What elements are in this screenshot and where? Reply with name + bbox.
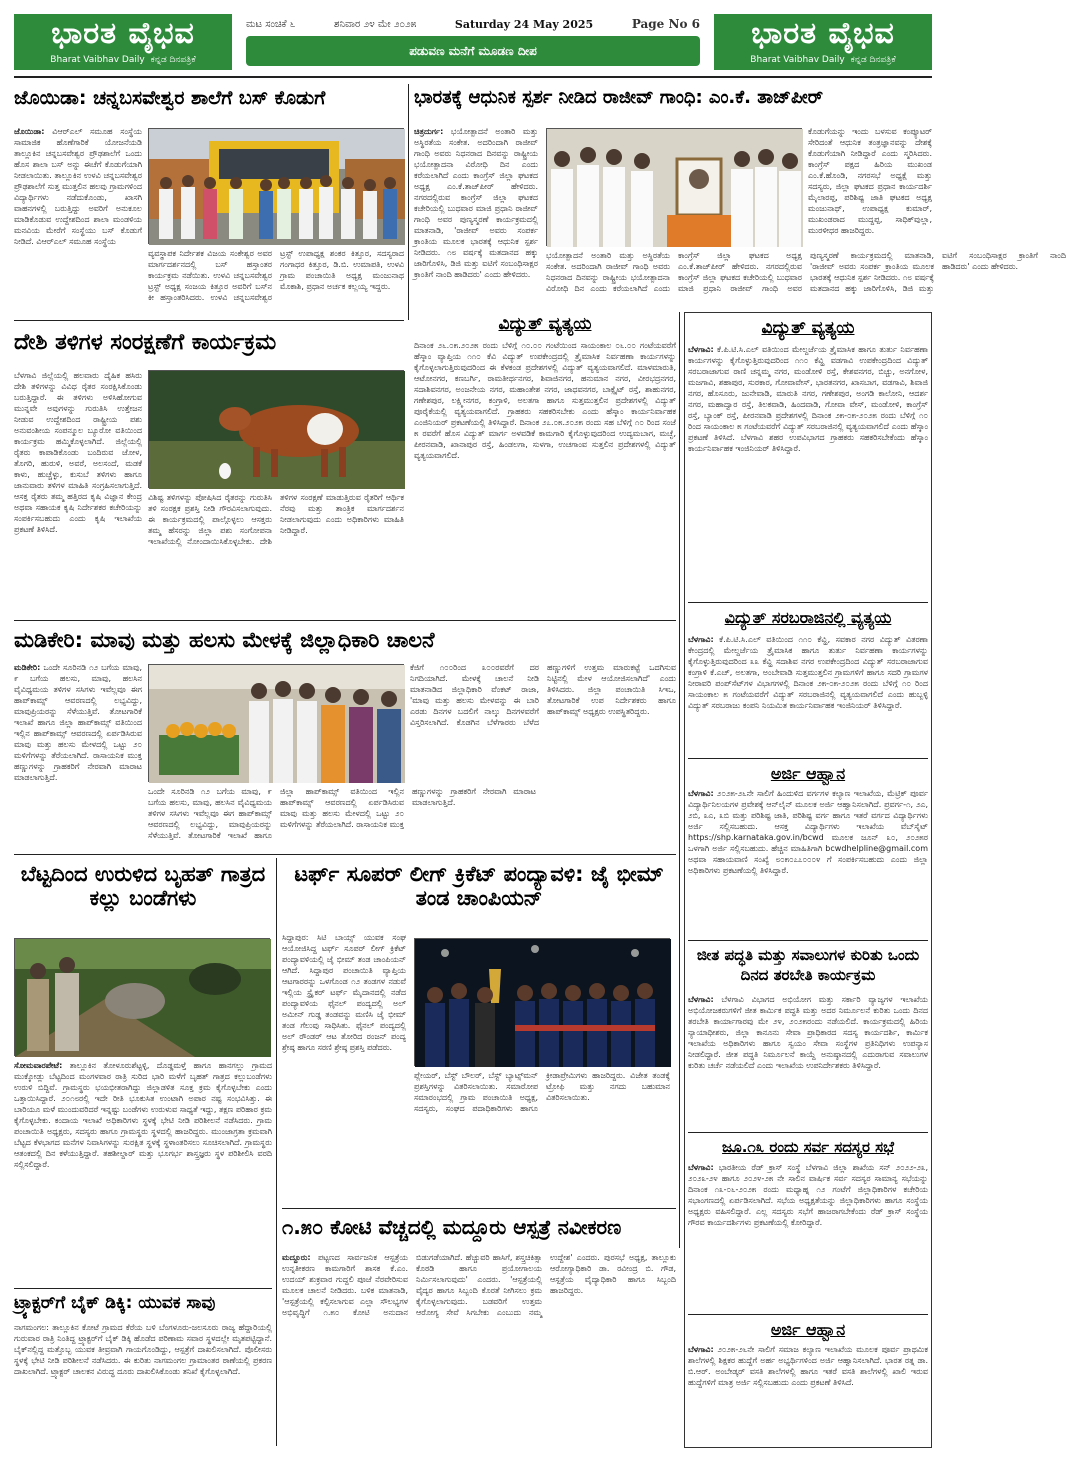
article-text-continued: ವಿಶಿಷ್ಟ ತಳಿಗಳನ್ನು ಪೋಷಿಸಿದ ರೈತರನ್ನು ಗುರುತಿಸಿ ತಳಿ ಸಂರಕ್ಷಕ ಪ್ರಶಸ್ತಿ ನೀಡಿ ಗೌರವಿಸಲಾಗುವುದು. ಈ ಕಾರ್ಯಕ್ರಮದಲ್ಲಿ ಪಾಲ್ಗೊಳ್ಳಲು ಆಸಕ್ತರು ತಮ್ಮ ಹೆಸರನ್ನು ಜಿಲ್ಲಾ ಪಶು ಸಂಗೋಪನಾ ಇಲಾಖೆಯಲ್ಲಿ ನೋಂದಾಯಿಸಿಕೊಳ್ಳಬೇಕು. ದೇಶಿ ತಳಿಗಳ ಸಂರಕ್ಷಣೆ ಮಾಡುತ್ತಿರುವ ರೈತರಿಗೆ ಆರ್ಥಿಕ ನೆರವು ಮತ್ತು ತಾಂತ್ರಿಕ ಮಾರ್ಗದರ್ಶನ ನೀಡಲಾಗುವುದು ಎಂದು ಅಧಿಕಾರಿಗಳು ಮಾಹಿತಿ ನೀಡಿದ್ದಾರೆ. xyxy=(148,493,404,546)
notice-divider xyxy=(688,940,928,941)
photo-bus-handover xyxy=(148,128,404,244)
cow-photo-illustration xyxy=(149,371,405,489)
notice-text: ಬೆಳಗಾವಿ: ೨೦೨೫-೨೬ನೇ ಸಾಲಿಗೆ ಸಮಾಜ ಕಲ್ಯಾಣ ಇಲಾಖೆಯ ಮೂಲಕ ಪೂರ್ವ ಪ್ರಾಥಮಿಕ ಶಾಲೆಗಳಲ್ಲಿ ಶಿಕ್ಷಕರ ಹುದ್ದೆಗೆ ಅರ್ಹ ಅಭ್ಯರ್ಥಿಗಳಿಂದ ಅರ್ಜಿ ಆಹ್ವಾನಿಸಲಾಗಿದೆ. ಭಾರತ ರತ್ನ ಡಾ. ಬಿ.ಆರ್. ಅಂಬೇಡ್ಕರ್ ವಸತಿ ಶಾಲೆಗಳಲ್ಲಿ ಹಾಗೂ ಇತರೆ ವಸತಿ ಶಾಲೆಗಳಲ್ಲಿ ಖಾಲಿ ಇರುವ ಹುದ್ದೆಗಳಿಗೆ ಮಾತ್ರ ಅರ್ಜಿ ಸಲ್ಲಿಸಬಹುದು ಎಂದು ಪ್ರಕಟಣೆ ತಿಳಿಸಿದೆ. xyxy=(688,1345,928,1387)
kannada-date: ಶನಿವಾರ ೨೪ ಮೇ ೨೦೨೫ xyxy=(334,18,417,30)
headline: ಮಡಿಕೇರಿ: ಮಾವು ಮತ್ತು ಹಲಸು ಮೇಳಕ್ಕೆ ಜಿಲ್ಲಾಧಿಕಾರಿ ಚಾಲನೆ xyxy=(14,628,435,652)
article-rajiv-gandhi xyxy=(414,84,1066,306)
masthead-divider xyxy=(14,76,932,78)
row-divider xyxy=(282,1208,676,1209)
notice-training xyxy=(688,944,928,1130)
row-divider xyxy=(14,854,676,855)
issue-date: Saturday 24 May 2025 xyxy=(454,17,594,31)
logo-title: ಭಾರತ ವೈಭವ xyxy=(751,16,895,51)
notice-application-2 xyxy=(688,1318,928,1444)
article-text: ಚಿತ್ರದುರ್ಗ: ಭಯೋತ್ಪಾದನೆ ಅಂತಾರಿ ಮತ್ತು ಅಸ್ಥಿರತೆಯ ಸಂಕೇತ. ಅದರಿಂದಾಗಿ ರಾಜೀವ್ ಗಾಂಧಿ ಅವರು ನಿಧನರಾದ ದಿನವನ್ನು ರಾಷ್ಟ್ರೀಯ ಭಯೋತ್ಪಾದನಾ ವಿರೋಧಿ ದಿನ ಎಂದು ಕರೆಯಲಾಗಿದೆ ಎಂದು ಕಾಂಗ್ರೆಸ್ ಜಿಲ್ಲಾ ಘಟಕದ ಅಧ್ಯಕ್ಷ ಎಂ.ಕೆ.ತಾಜ್‌ಪೀರ್ ಹೇಳಿದರು. ನಗರದಲ್ಲಿರುವ ಕಾಂಗ್ರೆಸ್ ಜಿಲ್ಲಾ ಘಟಕದ ಕಚೇರಿಯಲ್ಲಿ ಬುಧವಾರ ಮಾಜಿ ಪ್ರಧಾನಿ ರಾಜೀವ್ ಗಾಂಧಿ ಅವರ ಪುಣ್ಯಸ್ಮರಣೆ ಕಾರ್ಯಕ್ರಮದಲ್ಲಿ ಮಾತನಾಡಿ, 'ರಾಜೀವ್ ಅವರು ಸಂಪರ್ಕ ಕ್ರಾಂತಿಯ ಮೂಲಕ ಭಾರತಕ್ಕೆ ಆಧುನಿಕ ಸ್ಪರ್ಶ ನೀಡಿದರು. ೧೮ ವರ್ಷಕ್ಕೆ ಮತದಾನದ ಹಕ್ಕು ಜಾರಿಗೊಳಿಸಿ, ಡಿಜಿ ಮತ್ತು ಐಟಿಗೆ ಸಂಬಂಧಿಸಾಕ್ಷರ ಕ್ರಾಂತಿಗೆ ನಾಂದಿ ಹಾಡಿದರು' ಎಂದು ಹೇಳಿದರು. xyxy=(414,127,538,279)
photo-mango-fair xyxy=(148,664,404,782)
dateline: ಮಡಿಕೇರಿ: xyxy=(14,663,41,672)
masthead-logo-left xyxy=(14,14,232,70)
article-bus-donation xyxy=(14,84,404,316)
issue-info-bar xyxy=(246,15,700,33)
notice-text: ಬೆಳಗಾವಿ: ಭಾರತೀಯ ರೆಡ್ ಕ್ರಾಸ್ ಸಂಸ್ಥೆ ಬೆಳಗಾವಿ ಜಿಲ್ಲಾ ಶಾಖೆಯ ಸನ್ ೨೦೨೨-೨೩, ೨೦೨೩-೨೪ ಹಾಗೂ ೨೦೨೪-೨೫ ನೇ ಸಾಲಿನ ವಾರ್ಷಿಕ ಸರ್ವ ಸದಸ್ಯರ ಸಾಮಾನ್ಯ ಸಭೆಯನ್ನು ದಿನಾಂಕ ೧೩-೦೬-೨೦೨೫ ರಂದು ಮಧ್ಯಾಹ್ನ ೧೨ ಗಂಟೆಗೆ ಜಿಲ್ಲಾಧಿಕಾರಿಗಳ ಕಚೇರಿಯ ಸಭಾಂಗಣದಲ್ಲಿ ಏರ್ಪಡಿಸಲಾಗಿದೆ. ಸಭೆಯ ಅಧ್ಯಕ್ಷತೆಯನ್ನು ಜಿಲ್ಲಾಧಿಕಾರಿಗಳು ಹಾಗೂ ಸಂಸ್ಥೆಯ ಅಧ್ಯಕ್ಷರು ವಹಿಸಲಿದ್ದಾರೆ. ಎಲ್ಲ ಸದಸ್ಯರು ಸಭೆಗೆ ಹಾಜರಾಗಬೇಕೆಂದು ರೆಡ್ ಕ್ರಾಸ್ ಸಂಸ್ಥೆಯ ಗೌರವ ಕಾರ್ಯದರ್ಶಿಗಳು ಪ್ರಕಟಣೆಯಲ್ಲಿ ಕೋರಿದ್ದಾರೆ. xyxy=(688,1163,928,1227)
logo-subtitle: ಕನ್ನಡ ದಿನಪತ್ರಿಕೆ xyxy=(150,55,196,65)
notice-text: ಬೆಳಗಾವಿ: ಬೆಳಗಾವಿ ವಿಭಾಗದ ಅಭಿಯೋಗ ಮತ್ತು ಸರ್ಕಾರಿ ವ್ಯಾಜ್ಯಗಳ ಇಲಾಖೆಯ ಅಭಿಯೋಜಕರುಗಳಿಗೆ ಜೀತ ಕಾರ್ಮಿಕ ಪದ್ಧತಿ ಮತ್ತು ಅದರ ನಿರ್ಮೂಲನೆ ಕುರಿತು ಒಂದು ದಿನದ ತರಬೇತಿ ಕಾರ್ಯಾಗಾರವು ಮೇ ೨೪, ೨೦೨೫ರಂದು ನಡೆಯಲಿದೆ. ಕಾರ್ಯಕ್ರಮದಲ್ಲಿ ಹಿರಿಯ ನ್ಯಾಯಾಧೀಶರು, ಜಿಲ್ಲಾ ಕಾನೂನು ಸೇವಾ ಪ್ರಾಧಿಕಾರದ ಸದಸ್ಯ ಕಾರ್ಯದರ್ಶಿ, ಕಾರ್ಮಿಕ ಇಲಾಖೆಯ ಅಧಿಕಾರಿಗಳು ಹಾಗೂ ಸ್ವಯಂ ಸೇವಾ ಸಂಸ್ಥೆಗಳ ಪ್ರತಿನಿಧಿಗಳು ಉಪನ್ಯಾಸ ನೀಡಲಿದ್ದಾರೆ. ಜೀತ ಪದ್ಧತಿ ನಿರ್ಮೂಲನೆ ಕಾಯ್ದೆ ಅನುಷ್ಠಾನದಲ್ಲಿ ಎದುರಾಗುವ ಸವಾಲುಗಳ ಕುರಿತು ಚರ್ಚೆ ನಡೆಯಲಿದೆ ಎಂದು ಇಲಾಖೆಯ ಉಪನಿರ್ದೇಶಕರು ತಿಳಿಸಿದ್ದಾರೆ. xyxy=(688,995,928,1070)
article-text-right: ಕೊಡುಗೆಯನ್ನು ಇಂದು ಬಳಸುವ ಕಂಪ್ಯೂಟರ್ ಸೇರಿದಂತೆ ಆಧುನಿಕ ತಂತ್ರಜ್ಞಾನವನ್ನು ದೇಶಕ್ಕೆ ಕೊಡುಗೆಯಾಗಿ ನೀಡಿದ್ದಾರೆ ಎಂದು ಸ್ಮರಿಸಿದರು. ಕಾಂಗ್ರೆಸ್ ಪಕ್ಷದ ಹಿರಿಯ ಮುಖಂಡ ಎಂ.ಕೆ.ಹೊಂಡಿ, ನಗರಸಭೆ ಅಧ್ಯಕ್ಷೆ ಮತ್ತು ಸದಸ್ಯರು, ಜಿಲ್ಲಾ ಘಟಕದ ಪ್ರಧಾನ ಕಾರ್ಯದರ್ಶಿ ಮೈಲಾರಪ್ಪ, ಪರಿಶಿಷ್ಟ ಜಾತಿ ಘಟಕದ ಅಧ್ಯಕ್ಷ ಮಂಜುನಾಥ್, ಉಪಾಧ್ಯಕ್ಷ ಕುಮಾರ್, ಮುಖಂಡರಾದ ಮುದ್ದಪ್ಪ, ಸಾಧಿಕ್‌ವುಲ್ಲಾ, ಮುರಳೀಧರ ಹಾಜರಿದ್ದರು. xyxy=(808,127,932,235)
photo-boulder xyxy=(14,938,270,1056)
headline: ಬೆಟ್ಟದಿಂದ ಉರುಳಿದ ಬೃಹತ್ ಗಾತ್ರದ ಕಲ್ಲು ಬಂಡೆಗಳು xyxy=(20,862,266,911)
notice-divider xyxy=(688,602,928,603)
article-text-continued: ಒಂದೇ ಸೂರಿನಡಿ ೧೨ ಬಗೆಯ ಮಾವು, ೯ ಬಗೆಯ ಹಲಸು, ಮಾವು, ಹಲಸಿನ ವೈವಿಧ್ಯಮಯ ತಳಿಗಳ ಸಸಿಗಳು ಇವೆಲ್ಲವೂ ಈಗ ಹಾಪ್‌ಕಾಮ್ಸ್ ಆವರಣದಲ್ಲಿ ಲಭ್ಯವಿದ್ದು, ಮಾವುಪ್ರಿಯರನ್ನು ಸೆಳೆಯುತ್ತಿವೆ. ತೋಟಗಾರಿಕೆ ಇಲಾಖೆ ಹಾಗೂ ಜಿಲ್ಲಾ ಹಾಪ್‌ಕಾಮ್ಸ್ ವತಿಯಿಂದ ಇಲ್ಲಿನ ಹಾಪ್‌ಕಾಮ್ಸ್ ಆವರಣದಲ್ಲಿ ಏರ್ಪಡಿಸಿರುವ ಮಾವು ಮತ್ತು ಹಲಸು ಮೇಳದಲ್ಲಿ ಒಟ್ಟು ೨೦ ಮಳಿಗೆಗಳನ್ನು ತೆರೆಯಲಾಗಿದೆ. ರಾಸಾಯನಿಕ ಮುಕ್ತ ಹಣ್ಣುಗಳನ್ನು ಗ್ರಾಹಕರಿಗೆ ನೇರವಾಗಿ ಮಾರಾಟ ಮಾಡಲಾಗುತ್ತಿದೆ. xyxy=(148,787,536,840)
headline: ದೇಶಿ ತಳಿಗಳ ಸಂರಕ್ಷಣೆಗೆ ಕಾರ್ಯಕ್ರಮ xyxy=(14,330,277,355)
notice-divider xyxy=(688,758,928,759)
article-turf-cricket xyxy=(282,858,676,1204)
tagline-banner: ಪಡುವಣ ಮನೆಗೆ ಮೂಡಣ ದೀಪ xyxy=(246,36,700,66)
notice-text: ಬೆಳಗಾವಿ: ೨೦೨೫-೨೬ನೇ ಸಾಲಿಗೆ ಹಿಂದುಳಿದ ವರ್ಗಗಳ ಕಲ್ಯಾಣ ಇಲಾಖೆಯ, ಮೆಟ್ರಿಕ್ ಪೂರ್ವ ವಿದ್ಯಾರ್ಥಿನಿಲಯಗಳ ಪ್ರವೇಶಕ್ಕೆ ಆನ್‌ಲೈನ್ ಮೂಲಕ ಅರ್ಜಿ ಆಹ್ವಾನಿಸಲಾಗಿದೆ. ಪ್ರವರ್ಗ-೧, ೨ಎ, ೨ಬಿ, ೩ಎ, ೩ಬಿ ಮತ್ತು ಪರಿಶಿಷ್ಟ ಜಾತಿ, ಪರಿಶಿಷ್ಟ ವರ್ಗ ಹಾಗೂ ಇತರೆ ವರ್ಗದ ವಿದ್ಯಾರ್ಥಿಗಳು ಅರ್ಜಿ ಸಲ್ಲಿಸಬಹುದು. ಆಸಕ್ತ ವಿದ್ಯಾರ್ಥಿಗಳು ಇಲಾಖೆಯ ವೆಬ್‌ಸೈಟ್ https://shp.karnataka.gov.in/bcwd ಮೂಲಕ ಜೂನ್ ೩೦, ೨೦೨೫ರ ಒಳಗಾಗಿ ಅರ್ಜಿ ಸಲ್ಲಿಸಬಹುದು. ಹೆಚ್ಚಿನ ಮಾಹಿತಿಗಾಗಿ bcwdhelpline@gmail.com ಅಥವಾ ಸಹಾಯವಾಣಿ ಸಂಖ್ಯೆ ೮೦೫೦೭೭೦೦೦೪ ಗೆ ಸಂಪರ್ಕಿಸಬಹುದು ಎಂದು ಜಿಲ್ಲಾ ಅಧಿಕಾರಿಗಳು ಪ್ರಕಟಣೆಯಲ್ಲಿ ತಿಳಿಸಿದ್ದಾರೆ. xyxy=(688,789,928,875)
logo-title: ಭಾರತ ವೈಭವ xyxy=(51,16,195,51)
headline: ಭಾರತಕ್ಕೆ ಆಧುನಿಕ ಸ್ಪರ್ಶ ನೀಡಿದ ರಾಜೀವ್ ಗಾಂಧಿ: ಎಂ.ಕೆ. ತಾಜ್‌ಪೀರ್ xyxy=(414,87,824,108)
headline: ಜೂ.೧೩ ರಂದು ಸರ್ವ ಸದಸ್ಯರ ಸಭೆ xyxy=(722,1138,894,1156)
headline: ಅರ್ಜಿ ಆಹ್ವಾನ xyxy=(770,1320,846,1339)
row-divider xyxy=(14,620,676,621)
tribute-photo-illustration xyxy=(547,129,803,247)
article-text-continued: ಪ್ಲೇಯರ್, ಬೆಸ್ಟ್ ಬೌಲರ್, ಬೆಸ್ಟ್ ಬ್ಯಾಟ್ಸ್‌ಮನ್ ಪ್ರಶಸ್ತಿಗಳನ್ನು ವಿತರಿಸಲಾಯಿತು. ಸಮಾರೋಪ ಸಮಾರಂಭದಲ್ಲಿ ಗ್ರಾಮ ಪಂಚಾಯಿತಿ ಅಧ್ಯಕ್ಷ, ಸದಸ್ಯರು, ಸಂಘದ ಪದಾಧಿಕಾರಿಗಳು ಹಾಗೂ ಕ್ರೀಡಾಪ್ರೇಮಿಗಳು ಹಾಜರಿದ್ದರು. ವಿಜೇತ ತಂಡಕ್ಕೆ ಟ್ರೋಫಿ ಮತ್ತು ನಗದು ಬಹುಮಾನ ವಿತರಿಸಲಾಯಿತು. xyxy=(414,1071,670,1113)
team-photo-illustration xyxy=(415,939,671,1067)
headline: ೧.೫೦ ಕೋಟಿ ವೆಚ್ಚದಲ್ಲಿ ಮದ್ದೂರು ಆಸ್ಪತ್ರೆ ನವೀಕರಣ xyxy=(282,1215,622,1239)
notice-divider xyxy=(688,1132,928,1133)
dateline: ಬೆಳಗಾವಿ: xyxy=(688,1345,714,1354)
article-text: ಜೊಯಿಡಾ: ವಿಆರ್‌ಎಲ್ ಸಮೂಹ ಸಂಸ್ಥೆಯ ಸಾಮಾಜಿಕ ಹೊಣೆಗಾರಿಕೆ ಯೋಜನೆಯಡಿ ತಾಲ್ಲೂಕಿನ ಚನ್ನಬಸವೇಶ್ವರ ಪ್ರೌಢಶಾಲೆಗೆ ಒಂದು ಹೊಸ ಶಾಲಾ ಬಸ್ ಅನ್ನು ಈಚೆಗೆ ಕೊಡುಗೆಯಾಗಿ ನೀಡಲಾಯಿತು. ತಾಲ್ಲೂಕಿನ ಉಳವಿ ಚನ್ನಬಸವೇಶ್ವರ ಪ್ರೌಢಶಾಲೆಗೆ ಸುತ್ತ ಮುತ್ತಲಿನ ಹಲವು ಗ್ರಾಮಗಳಿಂದ ವಿದ್ಯಾರ್ಥಿಗಳು ನಡೆದುಕೊಂಡು, ಖಾಸಗಿ ವಾಹನಗಳಲ್ಲಿ ಬರುತ್ತಿದ್ದು ಅವರಿಗೆ ಅನುಕೂಲ ಮಾಡಿಕೊಡುವ ಉದ್ದೇಶದಿಂದ ಶಾಲಾ ಮಂಡಳಿಯ ಮನವಿಯ ಮೇರೆಗೆ ಸಂಸ್ಥೆಯು ಬಸ್ ಕೊಡುಗೆ ನೀಡಿದೆ. ವಿಆರ್‌ಎಲ್ ಸಮೂಹ ಸಂಸ್ಥೆಯ xyxy=(14,127,142,246)
headline: ವಿದ್ಯುತ್ ಸರಬರಾಜಿನಲ್ಲಿ ವ್ಯತ್ಯಯ xyxy=(724,608,892,627)
article-text-right: ಕೆಜಿಗೆ ೧೦೦ರಿಂದ ೩೦೦ರವರೆಗೆ ದರ ನಿಗದಿಯಾಗಿದೆ. ಮೇಳಕ್ಕೆ ಚಾಲನೆ ನೀಡಿ ಮಾತನಾಡಿದ ಜಿಲ್ಲಾಧಿಕಾರಿ ವೆಂಕಟ್ ರಾಜಾ, 'ಮಾವು ಮತ್ತು ಹಲಸು ಮೇಳವನ್ನು ಈ ಬಾರಿ ಎರಡು ದಿನಗಳ ಬದಲಿಗೆ ನಾಲ್ಕು ದಿನಗಳವರೆಗೆ ವಿಸ್ತರಿಸಲಾಗಿದೆ. ಕೊಡಗಿನ ಬೆಳೆಗಾರರು ಬೆಳೆದ ಹಣ್ಣುಗಳಿಗೆ ಉತ್ತಮ ಮಾರುಕಟ್ಟೆ ಒದಗಿಸುವ ನಿಟ್ಟಿನಲ್ಲಿ ಮೇಳ ಆಯೋಜಿಸಲಾಗಿದೆ' ಎಂದು ತಿಳಿಸಿದರು. ಜಿಲ್ಲಾ ಪಂಚಾಯಿತಿ ಸಿಇಒ, ತೋಟಗಾರಿಕೆ ಉಪ ನಿರ್ದೇಶಕರು ಹಾಗೂ ಹಾಪ್‌ಕಾಮ್ಸ್ ಅಧ್ಯಕ್ಷರು ಉಪಸ್ಥಿತರಿದ್ದರು. xyxy=(410,663,676,727)
logo-english: Bharat Vaibhav Daily xyxy=(50,55,145,65)
headline: ಅರ್ಜಿ ಆಹ್ವಾನ xyxy=(770,764,846,783)
article-power-cut-center xyxy=(414,312,676,618)
headline: ವಿದ್ಯುತ್ ವ್ಯತ್ಯಯ xyxy=(498,314,592,334)
logo-english: Bharat Vaibhav Daily xyxy=(750,55,845,65)
article-text: ದಿನಾಂಕ ೨೬.೦೫.೨೦೨೫ ರಂದು ಬೆಳಿಗ್ಗೆ ೧೦.೦೦ ಗಂಟೆಯಿಂದ ಸಾಯಂಕಾಲ ೦೬.೦೦ ಗಂಟೆಯವರೆಗೆ ಹೆಸ್ಕಾಂ ವ್ಯಾಪ್ತಿಯ ೧೧೦ ಕೆವಿ ವಿದ್ಯುತ್ ಉಪಕೇಂದ್ರದಲ್ಲಿ ತ್ರೈಮಾಸಿಕ ನಿರ್ವಹಣಾ ಕಾರ್ಯಗಳನ್ನು ಕೈಗೊಳ್ಳಲಾಗುತ್ತಿರುವುದರಿಂದ ಈ ಕೆಳಕಂಡ ಪ್ರದೇಶಗಳಲ್ಲಿ ವಿದ್ಯುತ್ ವ್ಯತ್ಯಯವಾಗಲಿದೆ. ಮಾಳಮಾರುತಿ, ಆಟೋನಗರ, ಕಣಬರ್ಗಿ, ರಾಮತೀರ್ಥನಗರ, ಶಿವಾಜಿನಗರ, ಹನುಮಾನ ನಗರ, ವೀರಭದ್ರನಗರ, ಸದಾಶಿವನಗರ, ಅಂಜನೇಯ ನಗರ, ಮಹಾಂತೇಶ ನಗರ, ಜಾಧವನಗರ, ಬಾಕ್ಸೈಟ್ ರಸ್ತೆ, ಶಾಹುನಗರ, ಗಣೇಶಪುರ, ಲಕ್ಷ್ಮೀನಗರ, ಕಂಗ್ರಾಳಿ, ಅಲತಗಾ ಹಾಗೂ ಸುತ್ತಮುತ್ತಲಿನ ಪ್ರದೇಶಗಳಲ್ಲಿ ವಿದ್ಯುತ್ ಪೂರೈಕೆಯಲ್ಲಿ ವ್ಯತ್ಯಯವಾಗಲಿದೆ. ಗ್ರಾಹಕರು ಸಹಕರಿಸಬೇಕು ಎಂದು ಹೆಸ್ಕಾಂ ಕಾರ್ಯನಿರ್ವಾಹಕ ಎಂಜಿನಿಯರ್ ಪ್ರಕಟಣೆಯಲ್ಲಿ ತಿಳಿಸಿದ್ದಾರೆ. ದಿನಾಂಕ ೨೭.೦೫.೨೦೨೫ ರಂದು ಸಹ ಬೆಳಿಗ್ಗೆ ೧೦ ರಿಂದ ಸಂಜೆ ೫ ರವರೆಗೆ ಹೊಸ ವಿದ್ಯುತ್ ಮಾರ್ಗ ಅಳವಡಿಕೆ ಕಾಮಗಾರಿ ಕೈಗೊಳ್ಳುವುದರಿಂದ ಉದ್ಯಮಬಾಗ, ಮಚ್ಛೆ, ಪೀರನವಾಡಿ, ಖಾನಾಪುರ ರಸ್ತೆ, ಹಿಂಡಲಗಾ, ಸುಳಗಾ, ಉಚಗಾಂವ ಸುತ್ತಲಿನ ಪ್ರದೇಶಗಳಲ್ಲಿ ವಿದ್ಯುತ್ ವ್ಯತ್ಯಯವಾಗಲಿದೆ. xyxy=(414,341,676,460)
article-text: ಬೆಳಗಾವಿ ಜಿಲ್ಲೆಯಲ್ಲಿ ಹಲವಾರು ದೈಹಿಕ ಹಸಿರು ದೇಶಿ ತಳಿಗಳನ್ನು ವಿವಿಧ ರೈತರ ಸಂರಕ್ಷಿಸಿಕೊಂಡು ಬರುತ್ತಿದ್ದಾರೆ. ಈ ತಳಿಗಳು ಅಳಿಸಿಹೋಗುವ ಮುನ್ನವೇ ಅವುಗಳನ್ನು ಗುರುತಿಸಿ ಉತ್ತೇಜನ ನೀಡುವ ಉದ್ದೇಶದಿಂದ ರಾಷ್ಟ್ರೀಯ ಪಶು ಅನುವಂಶೀಯ ಸಂಪನ್ಮೂಲ ಬ್ಯೂರೋ ವತಿಯಿಂದ ಕಾರ್ಯಕ್ರಮ ಹಮ್ಮಿಕೊಳ್ಳಲಾಗಿದೆ. ಜಿಲ್ಲೆಯಲ್ಲಿ ರೈತರು ಕಾಪಾಡಿಕೊಂಡು ಬಂದಿರುವ ಜೋಳ, ತೊಗರಿ, ಹುರುಳಿ, ಅವರೆ, ಅಲಸಂದೆ, ಮಡಕೆ ಕಾಳು, ಹುಚ್ಚೆಳ್ಳು, ಕುಸುಬೆ ತಳಿಗಳು ಹಾಗೂ ಜಾನುವಾರು ತಳಿಗಳ ಮಾಹಿತಿ ಸಂಗ್ರಹಿಸಲಾಗುತ್ತಿದೆ. ಆಸಕ್ತ ರೈತರು ತಮ್ಮ ಹತ್ತಿರದ ಕೃಷಿ ವಿಜ್ಞಾನ ಕೇಂದ್ರ ಅಥವಾ ಸಹಾಯಕ ಕೃಷಿ ನಿರ್ದೇಶಕರ ಕಚೇರಿಯನ್ನು ಸಂಪರ್ಕಿಸಬಹುದು ಎಂದು ಕೃಷಿ ಇಲಾಖೆಯ ಪ್ರಕಟಣೆ ತಿಳಿಸಿದೆ. xyxy=(14,371,142,534)
dateline: ಬೆಳಗಾವಿ: xyxy=(688,789,714,798)
dateline: ಬೆಳಗಾವಿ: xyxy=(688,995,714,1004)
headline: ಜೀತ ಪದ್ಧತಿ ಮತ್ತು ಸವಾಲುಗಳ ಕುರಿತು ಒಂದು ದಿನದ ತರಬೇತಿ ಕಾರ್ಯಕ್ರಮ xyxy=(696,946,920,984)
column-divider xyxy=(276,858,277,1446)
photo-cricket-team xyxy=(414,938,670,1066)
notice-power-supply xyxy=(688,606,928,756)
article-mango-fair xyxy=(14,624,676,852)
notice-divider xyxy=(688,1314,928,1315)
article-text-continued: ಭಯೋತ್ಪಾದನೆ ಅಂತಾರಿ ಮತ್ತು ಅಸ್ಥಿರತೆಯ ಸಂಕೇತ. ಅದರಿಂದಾಗಿ ರಾಜೀವ್ ಗಾಂಧಿ ಅವರು ನಿಧನರಾದ ದಿನವನ್ನು ರಾಷ್ಟ್ರೀಯ ಭಯೋತ್ಪಾದನಾ ವಿರೋಧಿ ದಿನ ಎಂದು ಕರೆಯಲಾಗಿದೆ ಎಂದು ಕಾಂಗ್ರೆಸ್ ಜಿಲ್ಲಾ ಘಟಕದ ಅಧ್ಯಕ್ಷ ಎಂ.ಕೆ.ತಾಜ್‌ಪೀರ್ ಹೇಳಿದರು. ನಗರದಲ್ಲಿರುವ ಕಾಂಗ್ರೆಸ್ ಜಿಲ್ಲಾ ಘಟಕದ ಕಚೇರಿಯಲ್ಲಿ ಬುಧವಾರ ಮಾಜಿ ಪ್ರಧಾನಿ ರಾಜೀವ್ ಗಾಂಧಿ ಅವರ ಪುಣ್ಯಸ್ಮರಣೆ ಕಾರ್ಯಕ್ರಮದಲ್ಲಿ ಮಾತನಾಡಿ, 'ರಾಜೀವ್ ಅವರು ಸಂಪರ್ಕ ಕ್ರಾಂತಿಯ ಮೂಲಕ ಭಾರತಕ್ಕೆ ಆಧುನಿಕ ಸ್ಪರ್ಶ ನೀಡಿದರು. ೧೮ ವರ್ಷಕ್ಕೆ ಮತದಾನದ ಹಕ್ಕು ಜಾರಿಗೊಳಿಸಿ, ಡಿಜಿ ಮತ್ತು ಐಟಿಗೆ ಸಂಬಂಧಿಸಾಕ್ಷರ ಕ್ರಾಂತಿಗೆ ನಾಂದಿ ಹಾಡಿದರು' ಎಂದು ಹೇಳಿದರು. xyxy=(546,251,1066,293)
notice-general-meeting xyxy=(688,1136,928,1312)
page-number: Page No 6 xyxy=(631,17,700,31)
dateline: ಬೆಳಗಾವಿ: xyxy=(688,1163,714,1172)
boulder-photo-illustration xyxy=(15,939,271,1057)
article-native-breeds xyxy=(14,326,408,618)
dateline: ಮದ್ದೂರು: xyxy=(282,1253,311,1262)
dateline: ಬೆಳಗಾವಿ: xyxy=(688,345,714,354)
bus-photo-illustration xyxy=(149,129,405,245)
photo-cow xyxy=(148,370,404,488)
notice-power-cut xyxy=(688,316,928,600)
article-text: ಮದ್ದೂರು: ಪಟ್ಟಣದ ಸಾರ್ವಜನಿಕ ಆಸ್ಪತ್ರೆಯ ಉನ್ನತೀಕರಣ ಕಾಮಗಾರಿಗೆ ಶಾಸಕ ಕೆ.ಎಂ. ಉದಯ್ ಶುಕ್ರವಾರ ಗುದ್ದಲಿ ಪೂಜೆ ನೆರವೇರಿಸುವ ಮೂಲಕ ಚಾಲನೆ ನೀಡಿದರು. ಬಳಿಕ ಮಾತನಾಡಿ, 'ಆಸ್ಪತ್ರೆಯಲ್ಲಿ ಕಲ್ಪಿಸಲಾಗುವ ಎಲ್ಲಾ ಸೌಲಭ್ಯಗಳ ಅಭಿವೃದ್ಧಿಗೆ ೧.೫೦ ಕೋಟಿ ಅನುದಾನ ಬಿಡುಗಡೆಯಾಗಿದೆ. ಹೆಚ್ಚುವರಿ ಹಾಸಿಗೆ, ಶಸ್ತ್ರಚಿಕಿತ್ಸಾ ಕೊಠಡಿ ಹಾಗೂ ಪ್ರಯೋಗಾಲಯ ನಿರ್ಮಿಸಲಾಗುವುದು' ಎಂದರು. 'ಆಸ್ಪತ್ರೆಯಲ್ಲಿ ವೈದ್ಯರ ಹಾಗೂ ಸಿಬ್ಬಂದಿ ಕೊರತೆ ನೀಗಿಸಲು ಕ್ರಮ ಕೈಗೊಳ್ಳಲಾಗುವುದು. ಬಡವರಿಗೆ ಉತ್ತಮ ಆರೋಗ್ಯ ಸೇವೆ ಸಿಗಬೇಕು ಎಂಬುದು ನಮ್ಮ ಉದ್ದೇಶ' ಎಂದರು. ಪುರಸಭೆ ಅಧ್ಯಕ್ಷ, ತಾಲ್ಲೂಕು ಆರೋಗ್ಯಾಧಿಕಾರಿ ಡಾ. ರವೀಂದ್ರ ಬಿ. ಗೌಡ, ಆಸ್ಪತ್ರೆಯ ವೈದ್ಯಾಧಿಕಾರಿ ಹಾಗೂ ಸಿಬ್ಬಂದಿ ಹಾಜರಿದ್ದರು. xyxy=(282,1253,676,1317)
photo-rajiv-tribute xyxy=(546,128,802,246)
column-divider-right xyxy=(679,312,680,1248)
article-text: ಮಡಿಕೇರಿ: ಒಂದೇ ಸೂರಿನಡಿ ೧೨ ಬಗೆಯ ಮಾವು, ೯ ಬಗೆಯ ಹಲಸು, ಮಾವು, ಹಲಸಿನ ವೈವಿಧ್ಯಮಯ ತಳಿಗಳ ಸಸಿಗಳು ಇವೆಲ್ಲವೂ ಈಗ ಹಾಪ್‌ಕಾಮ್ಸ್ ಆವರಣದಲ್ಲಿ ಲಭ್ಯವಿದ್ದು, ಮಾವುಪ್ರಿಯರನ್ನು ಸೆಳೆಯುತ್ತಿವೆ. ತೋಟಗಾರಿಕೆ ಇಲಾಖೆ ಹಾಗೂ ಜಿಲ್ಲಾ ಹಾಪ್‌ಕಾಮ್ಸ್ ವತಿಯಿಂದ ಇಲ್ಲಿನ ಹಾಪ್‌ಕಾಮ್ಸ್ ಆವರಣದಲ್ಲಿ ಏರ್ಪಡಿಸಿರುವ ಮಾವು ಮತ್ತು ಹಲಸು ಮೇಳದಲ್ಲಿ ಒಟ್ಟು ೨೦ ಮಳಿಗೆಗಳನ್ನು ತೆರೆಯಲಾಗಿದೆ. ರಾಸಾಯನಿಕ ಮುಕ್ತ ಹಣ್ಣುಗಳನ್ನು ಗ್ರಾಹಕರಿಗೆ ನೇರವಾಗಿ ಮಾರಾಟ ಮಾಡಲಾಗುತ್ತಿದೆ. xyxy=(14,663,143,782)
dateline: ಜೊಯಿಡಾ: xyxy=(14,127,45,136)
row-divider xyxy=(14,320,404,321)
notice-text: ಬೆಳಗಾವಿ: ಕೆ.ಪಿ.ಟಿ.ಸಿ.ಎಲ್ ವತಿಯಿಂದ ಮೇಲ್ದರ್ಜೆಯ ತ್ರೈಮಾಸಿಕ ಹಾಗೂ ತುರ್ತು ನಿರ್ವಹಣಾ ಕಾರ್ಯಗಳನ್ನು ಕೈಗೊಳ್ಳುತ್ತಿರುವುದರಿಂದ ೧೧೦ ಕೆವ್ಹಿ ವಡಗಾವಿ ಉಪಕೇಂದ್ರದಿಂದ ವಿದ್ಯುತ್ ಸರಬರಾಜಾಗುವ ರಾಣಿ ಚನ್ನಮ್ಮ ನಗರ, ಮಂಡೋಳಿ ರಸ್ತೆ, ಕೇಶವನಗರ, ಬಿಚ್ಚು, ಅನಗೋಳ, ಮಜಗಾವಿ, ಶಹಾಪುರ, ಸುರಕಾರ, ಗೋವಾವೇಸ್, ಭಾರತನಗರ, ಖಾಸಬಾಗ, ವಡಗಾವಿ, ಶಿವಾಜಿ ನಗರ, ಹೊಸೂರು, ಜುನೇವಾಡಿ, ಮಾರುತಿ ನಗರ, ಗಣೇಶಪುರ, ಅಂಗಡಿ ಕಾಲೋನಿ, ಆದರ್ಶ ನಗರ, ಮಹಾದ್ವಾರ ರಸ್ತೆ, ತಿಲಕವಾಡಿ, ಹಿಂದವಾಡಿ, ಗೋವಾ ವೇಸ್, ಮಂಡೋಳಿ, ಕಾಂಗ್ರೆಸ್ ರಸ್ತೆ, ಬ್ಯಾಂಕ್ ರಸ್ತೆ, ಪೀರನವಾಡಿ ಪ್ರದೇಶಗಳಲ್ಲಿ ದಿನಾಂಕ ೨೫-೦೫-೨೦೨೫ ರಂದು ಬೆಳಿಗ್ಗೆ ೧೦ ರಿಂದ ಸಾಯಂಕಾಲ ೫ ಗಂಟೆಯವರೆಗೆ ವಿದ್ಯುತ್ ಸರಬರಾಜಿನಲ್ಲಿ ವ್ಯತ್ಯಯವಾಗಲಿದೆ ಎಂದು ಹೆಸ್ಕಾಂ ಪ್ರಕಟಣೆ ತಿಳಿಸಿದೆ. ಬೆಳಗಾವಿ ಶಹರ ಉಪವಿಭಾಗದ ಗ್ರಾಹಕರು ಸಹಕರಿಸಬೇಕೆಂದು ಹೆಸ್ಕಾಂ ಕಾರ್ಯನಿರ್ವಾಹಕ ಇಂಜಿನಿಯರ್ ತಿಳಿಸಿದ್ದಾರೆ. xyxy=(688,345,929,453)
article-boulders xyxy=(14,858,272,1286)
row-divider xyxy=(14,1288,272,1289)
headline: ಜೊಯಿಡಾ: ಚನ್ನಬಸವೇಶ್ವರ ಶಾಲೆಗೆ ಬಸ್ ಕೊಡುಗೆ xyxy=(14,87,326,109)
logo-subtitle: ಕನ್ನಡ ದಿನಪತ್ರಿಕೆ xyxy=(850,55,896,65)
article-text: ನಾಗಮಂಗಲ: ತಾಲ್ಲೂಕಿನ ಕೋಟೆ ಗ್ರಾಮದ ಕೆರೆಯ ಬಳಿ ಬೆಂಗಳೂರು-ಜಲಸೂರು ರಾಜ್ಯ ಹೆದ್ದಾರಿಯಲ್ಲಿ ಗುರುವಾರ ರಾತ್ರಿ ನಿಂತಿದ್ದ ಟ್ರ್ಯಾಕ್ಟರ್‌ಗೆ ಬೈಕ್ ಡಿಕ್ಕಿ ಹೊಡೆದ ಪರಿಣಾಮ ಸವಾರ ಸ್ಥಳದಲ್ಲೇ ಮೃತಪಟ್ಟಿದ್ದಾನೆ. ಬೈಕ್‌ನಲ್ಲಿದ್ದ ಮತ್ತೊಬ್ಬ ಯುವಕ ತೀವ್ರವಾಗಿ ಗಾಯಗೊಂಡಿದ್ದು, ಆಸ್ಪತ್ರೆಗೆ ದಾಖಲಿಸಲಾಗಿದೆ. ಪೊಲೀಸರು ಸ್ಥಳಕ್ಕೆ ಭೇಟಿ ನೀಡಿ ಪರಿಶೀಲನೆ ನಡೆಸಿದರು. ಈ ಕುರಿತು ನಾಗಮಂಗಲ ಗ್ರಾಮಾಂತರ ಠಾಣೆಯಲ್ಲಿ ಪ್ರಕರಣ ದಾಖಲಾಗಿದೆ. ಟ್ರ್ಯಾಕ್ಟರ್ ಚಾಲಕನ ವಿರುದ್ಧ ದೂರು ದಾಖಲಿಸಿಕೊಂಡು ತನಿಖೆ ಕೈಗೊಳ್ಳಲಾಗಿದೆ. xyxy=(14,1323,272,1376)
issue-number: ಮಟ ಸಂಚಿಕೆ ೬ xyxy=(246,18,296,30)
article-text: ಸಿದ್ದಾಪುರ: ಸಿಟಿ ಬಾಯ್ಸ್ ಯುವಕ ಸಂಘ ಆಯೋಜಿಸಿದ್ದ ಟರ್ಫ್ ಸೂಪರ್ ಲೀಗ್ ಕ್ರಿಕೆಟ್ ಪಂದ್ಯಾವಳಿಯಲ್ಲಿ ಜೈ ಭೀಮ್ ತಂಡ ಚಾಂಪಿಯನ್ ಆಗಿದೆ. ಸಿದ್ದಾಪುರ ಪಂಚಾಯಿತಿ ವ್ಯಾಪ್ತಿಯ ಆಟಗಾರರನ್ನು ಒಳಗೊಂಡ ೧೨ ತಂಡಗಳ ನಡುವೆ ಇಲ್ಲಿಯ ಸ್ಟ್ರೈಕರ್ ಟರ್ಫ್ ಮೈದಾನದಲ್ಲಿ ನಡೆದ ಪಂದ್ಯಾವಳಿಯ ಫೈನಲ್ ಪಂದ್ಯದಲ್ಲಿ ಅಲ್ ಅಮೀನ್ ಗುಡ್ಡ ತಂಡವನ್ನು ಮಣಿಸಿ ಜೈ ಭೀಮ್ ತಂಡ ಗೆಲುವು ಸಾಧಿಸಿತು. ಫೈನಲ್ ಪಂದ್ಯದಲ್ಲಿ ಅಲ್ ರೌಂಡರ್ ಆಟ ತೋರಿದ ರಂಜನ್ ಪಂದ್ಯ ಶ್ರೇಷ್ಠ ಹಾಗೂ ಸರಣಿ ಶ್ರೇಷ್ಠ ಪ್ರಶಸ್ತಿ ಪಡೆದರು. xyxy=(282,933,406,1052)
headline: ವಿದ್ಯುತ್ ವ್ಯತ್ಯಯ xyxy=(761,318,855,338)
column-divider xyxy=(408,84,409,320)
dateline: ಸೋಮವಾರಪೇಟೆ: xyxy=(14,1061,63,1070)
notice-text: ಬೆಳಗಾವಿ: ಕೆ.ಪಿ.ಟಿ.ಸಿ.ಎಲ್ ವತಿಯಿಂದ ೧೧೦ ಕೆವ್ಹಿ, ಸವಕಾರ ನಗರ ವಿದ್ಯುತ್ ವಿತರಣಾ ಕೇಂದ್ರದಲ್ಲಿ ಮೇಲ್ದರ್ಜೆಯ ತ್ರೈಮಾಸಿಕ ಹಾಗೂ ತುರ್ತು ನಿರ್ವಹಣಾ ಕಾರ್ಯಗಳನ್ನು ಕೈಗೊಳ್ಳುತ್ತಿರುವುದರಿಂದ ೩೩ ಕೆವ್ಹಿ ಸದಾಶಿವ ನಗರ ಉಪಕೇಂದ್ರದಿಂದ ವಿದ್ಯುತ್ ಸರಬರಾಜಾಗುವ ಕಂಗ್ರಾಳಿ ಕೆ.ಎಚ್, ಅಲತಗಾ, ಅಂಬೇವಾಡಿ ಸುತ್ತಮುತ್ತಲಿನ ಗ್ರಾಮಗಳಿಗೆ ಹಾಗೂ ಸದರಿ ಗ್ರಾಮಗಳ ನೀರಾವರಿ ಪಂಪ್‌ಸೆಟ್‌ಗಳ ವಿಭಾಗಗಳಲ್ಲಿ ದಿನಾಂಕ ೨೫-೦೫-೨೦೨೫ ರಂದು ಬೆಳಿಗ್ಗೆ ೧೦ ರಿಂದ ಸಾಯಂಕಾಲ ೫ ಗಂಟೆಯವರೆಗೆ ವಿದ್ಯುತ್ ಸರಬರಾಜಿನಲ್ಲಿ ವ್ಯತ್ಯಯವಾಗಲಿದೆ ಎಂದು ಹುಬ್ಬಳ್ಳಿ ವಿದ್ಯುತ್ ಸರಬರಾಜು ಕಂಪನಿ ನಿಯಮಿತ ಕಾರ್ಯನಿರ್ವಾಹಕ ಇಂಜಿನಿಯರ್ ತಿಳಿಸಿದ್ದಾರೆ. xyxy=(688,635,929,710)
fair-photo-illustration xyxy=(149,665,405,783)
article-text: ಸೋಮವಾರಪೇಟೆ: ತಾಲ್ಲೂಕಿನ ತೋಳೂರುಶೆಟ್ಟಳ್ಳಿ, ದೊಡ್ಡಮಳ್ತೆ ಹಾಗೂ ಹಾನಗಲ್ಲು ಗ್ರಾಮದ ಮುಕ್ಕೋಡ್ಲು ಬೆಟ್ಟದಿಂದ ಮಂಗಳವಾರ ರಾತ್ರಿ ಸುರಿದ ಭಾರಿ ಮಳೆಗೆ ಬೃಹತ್ ಗಾತ್ರದ ಕಲ್ಲುಬಂಡೆಗಳು ಉರುಳಿ ಬಿದ್ದಿವೆ. ಗ್ರಾಮಸ್ಥರು ಭಯಭೀತರಾಗಿದ್ದು ಜಿಲ್ಲಾಡಳಿತ ಸೂಕ್ತ ಕ್ರಮ ಕೈಗೊಳ್ಳಬೇಕು ಎಂದು ಒತ್ತಾಯಿಸಿದ್ದಾರೆ. ೨೦೧೮ರಲ್ಲಿ ಇದೇ ರೀತಿ ಭೂಕುಸಿತ ಉಂಟಾಗಿ ಅಪಾರ ನಷ್ಟ ಸಂಭವಿಸಿತ್ತು. ಈ ಬಾರಿಯೂ ಮಳೆ ಮುಂದುವರಿದರೆ ಇನ್ನಷ್ಟು ಬಂಡೆಗಳು ಉರುಳುವ ಸಾಧ್ಯತೆ ಇದ್ದು, ತಕ್ಷಣ ಪರಿಹಾರ ಕ್ರಮ ಕೈಗೊಳ್ಳಬೇಕು. ಕಂದಾಯ ಇಲಾಖೆ ಅಧಿಕಾರಿಗಳು ಸ್ಥಳಕ್ಕೆ ಭೇಟಿ ನೀಡಿ ಪರಿಶೀಲನೆ ನಡೆಸಿದರು. ಗ್ರಾಮ ಪಂಚಾಯಿತಿ ಅಧ್ಯಕ್ಷರು, ಸದಸ್ಯರು ಹಾಗೂ ಗ್ರಾಮಸ್ಥರು ಸ್ಥಳದಲ್ಲಿ ಹಾಜರಿದ್ದರು. ಮುಂಜಾಗ್ರತಾ ಕ್ರಮವಾಗಿ ಬೆಟ್ಟದ ಕೆಳಭಾಗದ ಮನೆಗಳ ನಿವಾಸಿಗಳನ್ನು ಸುರಕ್ಷಿತ ಸ್ಥಳಕ್ಕೆ ಸ್ಥಳಾಂತರಿಸಲು ಸೂಚಿಸಲಾಗಿದೆ. ಗ್ರಾಮಸ್ಥರು ಆತಂಕದಲ್ಲಿ ದಿನ ಕಳೆಯುತ್ತಿದ್ದಾರೆ. ತಹಶೀಲ್ದಾರ್ ಮತ್ತು ಭೂಗರ್ಭ ಶಾಸ್ತ್ರಜ್ಞರು ಸ್ಥಳ ಪರಿಶೀಲಿಸಿ ವರದಿ ಸಲ್ಲಿಸಲಿದ್ದಾರೆ. xyxy=(14,1061,272,1169)
dateline: ಚಿತ್ರದುರ್ಗ: xyxy=(414,127,444,136)
article-hospital-renovation xyxy=(282,1212,676,1446)
article-tractor-accident xyxy=(14,1292,272,1446)
notice-application-1 xyxy=(688,762,928,938)
dateline: ಬೆಳಗಾವಿ: xyxy=(688,635,714,644)
article-text-continued: ವ್ಯವಸ್ಥಾಪಕ ನಿರ್ದೇಶಕ ವಿಜಯ ಸಂಕೇಶ್ವರ ಅವರ ಮಾರ್ಗದರ್ಶನದಲ್ಲಿ ಬಸ್ ಹಸ್ತಾಂತರ ಕಾರ್ಯಕ್ರಮ ನಡೆಯಿತು. ಉಳವಿ ಚನ್ನಬಸವೇಶ್ವರ ಟ್ರಸ್ಟ್ ಅಧ್ಯಕ್ಷ ಸಂಜಯ ಕಿತ್ತೂರ ಅವರಿಗೆ ಬಸ್‌ನ ಕೀ ಹಸ್ತಾಂತರಿಸಿದರು. ಉಳವಿ ಚನ್ನಬಸವೇಶ್ವರ ಟ್ರಸ್ಟ್ ಉಪಾಧ್ಯಕ್ಷ ಶಂಕರ ಕಿತ್ತೂರ, ಸದಸ್ಯರಾದ ಗಂಗಾಧರ ಕಿತ್ತೂರ, ಡಿ.ಬಿ. ಉಮಾಪತಿ, ಉಳವಿ ಗ್ರಾಮ ಪಂಚಾಯಿತಿ ಅಧ್ಯಕ್ಷ ಮಂಜುನಾಥ ಮೊಕಾಶಿ, ಪ್ರಧಾನ ಅರ್ಚಕ ಕಲ್ಲಯ್ಯ ಇದ್ದರು. xyxy=(148,249,404,302)
masthead-logo-right xyxy=(714,14,932,70)
headline: ಟ್ರ್ಯಾಕ್ಟರ್‌ಗೆ ಬೈಕ್ ಡಿಕ್ಕಿ: ಯುವಕ ಸಾವು xyxy=(14,1293,216,1313)
headline: ಟರ್ಫ್ ಸೂಪರ್ ಲೀಗ್ ಕ್ರಿಕೆಟ್ ಪಂದ್ಯಾವಳಿ: ಜೈ ಭೀಮ್ ತಂಡ ಚಾಂಪಿಯನ್ xyxy=(294,862,664,911)
